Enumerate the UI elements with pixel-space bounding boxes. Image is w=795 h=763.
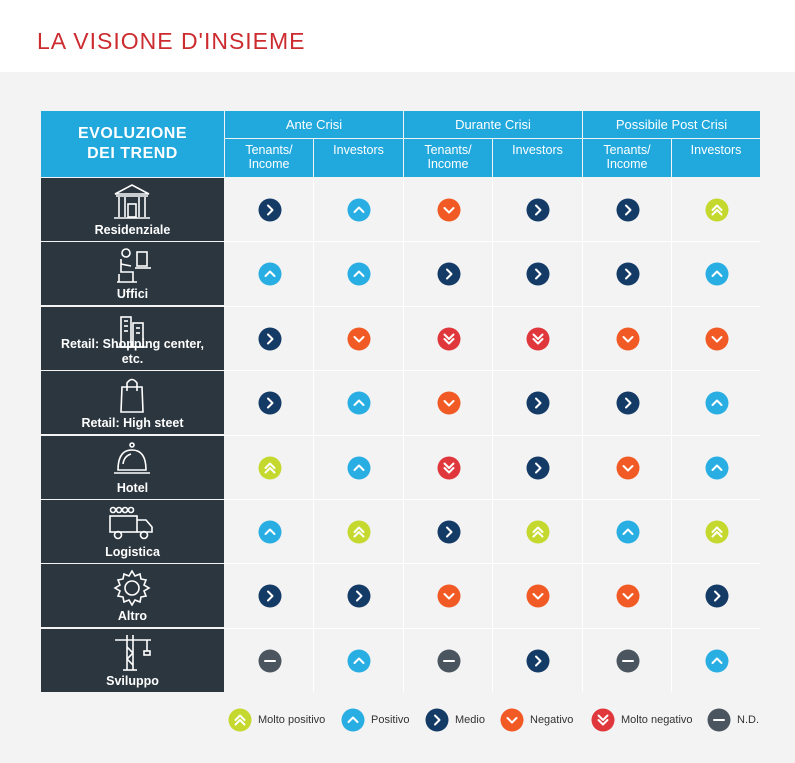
trend-cell-medio xyxy=(404,242,493,305)
trend-positivo-icon xyxy=(616,520,640,544)
legend-label: N.D. xyxy=(737,714,759,726)
header-sub-line1: Investors xyxy=(333,143,384,157)
trend-positivo-icon xyxy=(258,262,282,286)
trend-cell-positivo xyxy=(314,371,403,434)
trend-medio-icon xyxy=(526,391,550,415)
column-divider xyxy=(492,177,493,692)
header-period-durante-crisi: Durante Crisi xyxy=(404,111,582,138)
trend-molto-negativo-icon xyxy=(526,327,550,351)
trend-positivo-icon xyxy=(258,520,282,544)
row-label-sviluppo xyxy=(41,629,224,692)
trend-positivo-icon xyxy=(347,198,371,222)
trend-medio-icon xyxy=(526,456,550,480)
trend-negativo-icon xyxy=(616,584,640,608)
legend-item-medio xyxy=(425,708,485,732)
trend-cell-molto-positivo xyxy=(225,436,314,499)
header-sub-line1: Tenants/ xyxy=(424,143,472,157)
trend-cell-positivo xyxy=(672,371,761,434)
header-sub-investors xyxy=(314,139,403,177)
header-main-line2: DEI TREND xyxy=(87,145,178,162)
trend-positivo-icon xyxy=(347,262,371,286)
header-sub-line1: Investors xyxy=(512,143,563,157)
header-sub-investors xyxy=(672,139,760,177)
header-period-ante-crisi: Ante Crisi xyxy=(225,111,403,138)
row-label-retail-high-steet xyxy=(41,371,224,434)
trend-cell-positivo xyxy=(225,242,314,305)
legend-label: Molto negativo xyxy=(621,714,693,726)
trend-cell-positivo xyxy=(314,178,403,241)
trend-medio-icon xyxy=(258,391,282,415)
trend-medio-icon xyxy=(526,262,550,286)
trend-medio-icon xyxy=(258,327,282,351)
trend-medio-icon xyxy=(616,198,640,222)
legend-label: Negativo xyxy=(530,714,574,726)
legend-label: Medio xyxy=(455,714,485,726)
trend-cell-nd xyxy=(583,629,672,692)
trend-molto-negativo-icon xyxy=(437,327,461,351)
column-divider xyxy=(313,177,314,692)
trend-cell-medio xyxy=(493,436,582,499)
trend-positivo-icon xyxy=(705,391,729,415)
trend-cell-medio xyxy=(493,629,582,692)
column-divider xyxy=(403,177,404,692)
header-sub-line1: Tenants/ xyxy=(245,143,293,157)
legend-label: Positivo xyxy=(371,714,410,726)
row-label-text: Hotel xyxy=(116,481,149,495)
legend-item-molto-positivo xyxy=(228,708,325,732)
trend-cell-molto-positivo xyxy=(672,178,761,241)
trend-cell-medio xyxy=(225,307,314,370)
header-sub-line1: Tenants/ xyxy=(603,143,651,157)
trend-nd-icon xyxy=(616,649,640,673)
legend-molto-negativo-icon xyxy=(591,708,615,732)
row-label-text: Residenziale xyxy=(94,223,171,237)
legend-nd-icon xyxy=(707,708,731,732)
trend-cell-molto-negativo xyxy=(404,436,493,499)
trend-cell-medio xyxy=(225,371,314,434)
trend-cell-positivo xyxy=(672,242,761,305)
service-bell-icon xyxy=(107,440,157,480)
header-sub-line2: Income xyxy=(427,157,469,171)
trend-cell-molto-negativo xyxy=(493,307,582,370)
trend-cell-medio xyxy=(225,564,314,627)
trend-positivo-icon xyxy=(705,262,729,286)
trend-cell-medio xyxy=(583,371,672,434)
legend-molto-positivo-icon xyxy=(228,708,252,732)
trend-cell-medio xyxy=(583,178,672,241)
legend-negativo-icon xyxy=(500,708,524,732)
trend-medio-icon xyxy=(616,391,640,415)
trend-cell-positivo xyxy=(314,629,403,692)
row-label-altro xyxy=(41,564,224,627)
gear-icon xyxy=(107,568,157,608)
trend-cell-medio xyxy=(493,242,582,305)
column-divider xyxy=(671,177,672,692)
row-label-text: Logistica xyxy=(105,545,160,559)
trend-cell-molto-positivo xyxy=(672,500,761,563)
trend-medio-icon xyxy=(526,198,550,222)
trend-cell-molto-positivo xyxy=(314,500,403,563)
header-sub-tenants-income xyxy=(225,139,313,177)
header-sub-tenants-income xyxy=(583,139,671,177)
legend-item-negativo xyxy=(500,708,573,732)
trend-positivo-icon xyxy=(705,649,729,673)
trend-molto-positivo-icon xyxy=(526,520,550,544)
trend-positivo-icon xyxy=(347,456,371,480)
trend-medio-icon xyxy=(347,584,371,608)
row-label-text: Uffici xyxy=(116,287,149,301)
trend-cell-negativo xyxy=(404,178,493,241)
legend-label: Molto positivo xyxy=(258,714,326,726)
row-label-uffici xyxy=(41,242,224,305)
legend-medio-icon xyxy=(425,708,449,732)
trend-negativo-icon xyxy=(616,456,640,480)
legend-item-positivo xyxy=(341,708,410,732)
trend-medio-icon xyxy=(437,520,461,544)
trend-negativo-icon xyxy=(526,584,550,608)
trend-cell-nd xyxy=(404,629,493,692)
row-label-residenziale xyxy=(41,178,224,241)
header-main-line1: EVOLUZIONE xyxy=(77,125,187,142)
trend-cell-molto-negativo xyxy=(404,307,493,370)
building-icon xyxy=(107,182,157,222)
header-sub-investors xyxy=(493,139,582,177)
legend-positivo-icon xyxy=(341,708,365,732)
header-evoluzione-dei-trend xyxy=(41,111,224,177)
trend-molto-positivo-icon xyxy=(347,520,371,544)
trend-medio-icon xyxy=(705,584,729,608)
trend-cell-medio xyxy=(493,178,582,241)
column-divider xyxy=(582,177,583,692)
legend-item-nd xyxy=(707,708,759,732)
trend-molto-positivo-icon xyxy=(258,456,282,480)
row-label-text: Retail: High steet xyxy=(81,416,184,430)
trend-cell-medio xyxy=(672,564,761,627)
trend-cell-negativo xyxy=(583,564,672,627)
office-worker-icon xyxy=(107,246,157,286)
trend-cell-medio xyxy=(493,371,582,434)
row-label-line2: etc. xyxy=(121,352,144,366)
row-label-hotel xyxy=(41,436,224,499)
trend-cell-negativo xyxy=(404,371,493,434)
trend-negativo-icon xyxy=(437,391,461,415)
trend-cell-molto-positivo xyxy=(493,500,582,563)
row-label-text: Sviluppo xyxy=(106,674,159,688)
trend-cell-positivo xyxy=(314,436,403,499)
trend-cell-negativo xyxy=(314,307,403,370)
trend-positivo-icon xyxy=(347,391,371,415)
trend-cell-positivo xyxy=(314,242,403,305)
trend-cell-medio xyxy=(225,178,314,241)
trend-positivo-icon xyxy=(347,649,371,673)
header-sub-line1: Investors xyxy=(690,143,742,157)
trend-cell-negativo xyxy=(404,564,493,627)
header-sub-tenants-income xyxy=(404,139,492,177)
trend-negativo-icon xyxy=(347,327,371,351)
trend-cell-medio xyxy=(314,564,403,627)
shopping-bag-icon xyxy=(107,375,157,415)
trend-cell-nd xyxy=(225,629,314,692)
header-sub-line2: Income xyxy=(606,157,648,171)
trend-cell-negativo xyxy=(493,564,582,627)
trend-cell-positivo xyxy=(672,629,761,692)
crane-icon xyxy=(107,633,157,673)
trend-cell-positivo xyxy=(583,500,672,563)
trend-negativo-icon xyxy=(705,327,729,351)
trend-cell-positivo xyxy=(672,436,761,499)
trend-molto-negativo-icon xyxy=(437,456,461,480)
trend-nd-icon xyxy=(258,649,282,673)
trend-molto-positivo-icon xyxy=(705,198,729,222)
trend-cell-negativo xyxy=(583,436,672,499)
legend-item-molto-negativo xyxy=(591,708,693,732)
row-label-line1: Retail: Shopping center, xyxy=(60,337,205,351)
trend-cell-medio xyxy=(404,500,493,563)
trend-medio-icon xyxy=(526,649,550,673)
row-label-text: Altro xyxy=(117,609,148,623)
trend-negativo-icon xyxy=(616,327,640,351)
page-title: LA VISIONE D'INSIEME xyxy=(37,28,306,54)
row-label-logistica xyxy=(41,500,224,563)
trend-medio-icon xyxy=(258,584,282,608)
trend-medio-icon xyxy=(258,198,282,222)
trend-cell-medio xyxy=(583,242,672,305)
trend-molto-positivo-icon xyxy=(705,520,729,544)
trend-negativo-icon xyxy=(437,198,461,222)
trend-cell-positivo xyxy=(225,500,314,563)
trend-medio-icon xyxy=(437,262,461,286)
truck-icon xyxy=(107,504,157,544)
header-sub-line2: Income xyxy=(248,157,290,171)
header-period-post-crisi: Possibile Post Crisi xyxy=(583,111,760,138)
trend-positivo-icon xyxy=(705,456,729,480)
row-label-text xyxy=(41,337,224,367)
trend-cell-negativo xyxy=(583,307,672,370)
trend-negativo-icon xyxy=(437,584,461,608)
trend-nd-icon xyxy=(437,649,461,673)
trend-medio-icon xyxy=(616,262,640,286)
row-label-retail-shopping-center-etc xyxy=(41,307,224,370)
trend-cell-negativo xyxy=(672,307,761,370)
